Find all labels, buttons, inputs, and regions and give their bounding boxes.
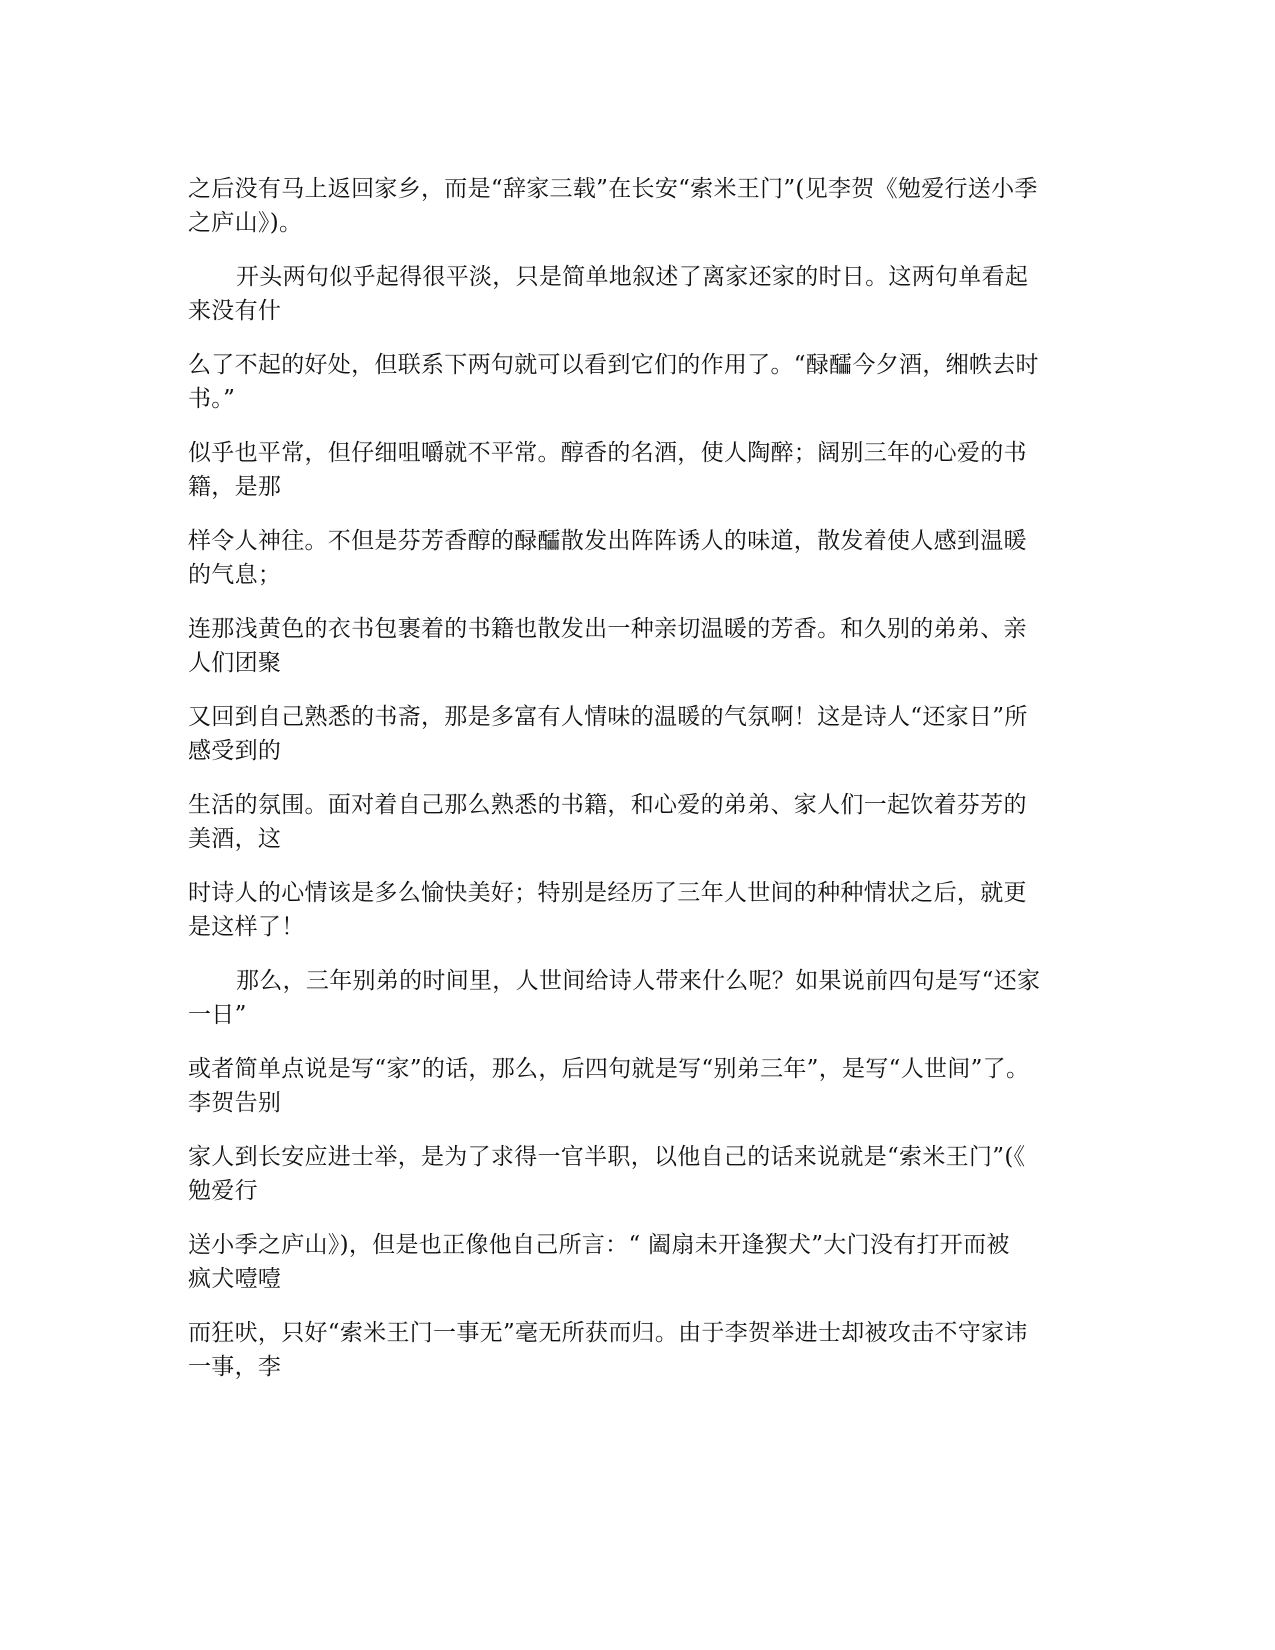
text-line: 是这样了！ xyxy=(188,914,305,940)
text-line: 的气息； xyxy=(188,562,282,588)
text-line: 一事，李 xyxy=(188,1354,282,1380)
text-line: 感受到的 xyxy=(188,738,282,764)
paragraph-5 xyxy=(188,524,1093,592)
text-line: 一日” xyxy=(188,1002,247,1028)
text-line: 似乎也平常，但仔细咀嚼就不平常。醇香的名酒，使人陶醉；阔别三年的心爱的书 xyxy=(188,440,1027,466)
paragraph-2 xyxy=(188,260,1093,328)
paragraph-3 xyxy=(188,348,1093,416)
text-line: 么了不起的好处，但联系下两句就可以看到它们的作用了。“醁醽今夕酒，缃帙去时 xyxy=(188,352,1039,378)
paragraph-7 xyxy=(188,700,1093,768)
text-line: 又回到自己熟悉的书斋，那是多富有人情味的温暖的气氛啊！这是诗人“还家日”所 xyxy=(188,704,1028,730)
paragraph-10 xyxy=(188,964,1093,1032)
paragraph-14 xyxy=(188,1316,1093,1384)
text-line: 时诗人的心情该是多么愉快美好；特别是经历了三年人世间的种种情状之后，就更 xyxy=(188,880,1027,906)
text-line: 疯犬噎噎 xyxy=(188,1266,282,1292)
text-line: 生活的氛围。面对着自己那么熟悉的书籍，和心爱的弟弟、家人们一起饮着芬芳的 xyxy=(188,792,1027,818)
paragraph-8 xyxy=(188,788,1093,856)
text-line: 开头两句似乎起得很平淡，只是简单地叙述了离家还家的时日。这两句单看起 xyxy=(236,264,1029,290)
text-line: 样令人神往。不但是芬芳香醇的醁醽散发出阵阵诱人的味道，散发着使人感到温暖 xyxy=(188,528,1027,554)
text-line: 书。” xyxy=(188,386,236,412)
text-line: 勉爱行 xyxy=(188,1178,258,1204)
text-line: 人们团聚 xyxy=(188,650,282,676)
text-line: 而狂吠，只好“索米王门一事无”毫无所获而归。由于李贺举进士却被攻击不守家讳 xyxy=(188,1320,1028,1346)
text-line: 或者简单点说是写“家”的话，那么，后四句就是写“别弟三年”，是写“人世间”了。 xyxy=(188,1056,1030,1082)
paragraph-4 xyxy=(188,436,1093,504)
text-line: 连那浅黄色的衣书包裹着的书籍也散发出一种亲切温暖的芳香。和久别的弟弟、亲 xyxy=(188,616,1027,642)
paragraph-9 xyxy=(188,876,1093,944)
paragraph-11 xyxy=(188,1052,1093,1120)
text-line: 那么，三年别弟的时间里，人世间给诗人带来什么呢？如果说前四句是写“还家 xyxy=(236,968,1041,994)
paragraph-13 xyxy=(188,1228,1093,1296)
paragraph-1 xyxy=(188,172,1093,240)
text-line: 家人到长安应进士举，是为了求得一官半职，以他自己的话来说就是“索米王门”(《 xyxy=(188,1144,1026,1170)
text-line: 籍，是那 xyxy=(188,474,282,500)
text-line: 李贺告别 xyxy=(188,1090,282,1116)
body-text xyxy=(188,172,1093,1384)
paragraph-6 xyxy=(188,612,1093,680)
text-line: 之后没有马上返回家乡，而是“辞家三载”在长安“索米王门”(见李贺《勉爱行送小季 xyxy=(188,176,1038,202)
text-line: 来没有什 xyxy=(188,298,282,324)
text-line: 之庐山》)。 xyxy=(188,210,303,236)
paragraph-12 xyxy=(188,1140,1093,1208)
text-line: 美酒，这 xyxy=(188,826,282,852)
text-line: 送小季之庐山》)，但是也正像他自己所言：“ 阖扇未开逢猰犬”大门没有打开而被 xyxy=(188,1232,1010,1258)
